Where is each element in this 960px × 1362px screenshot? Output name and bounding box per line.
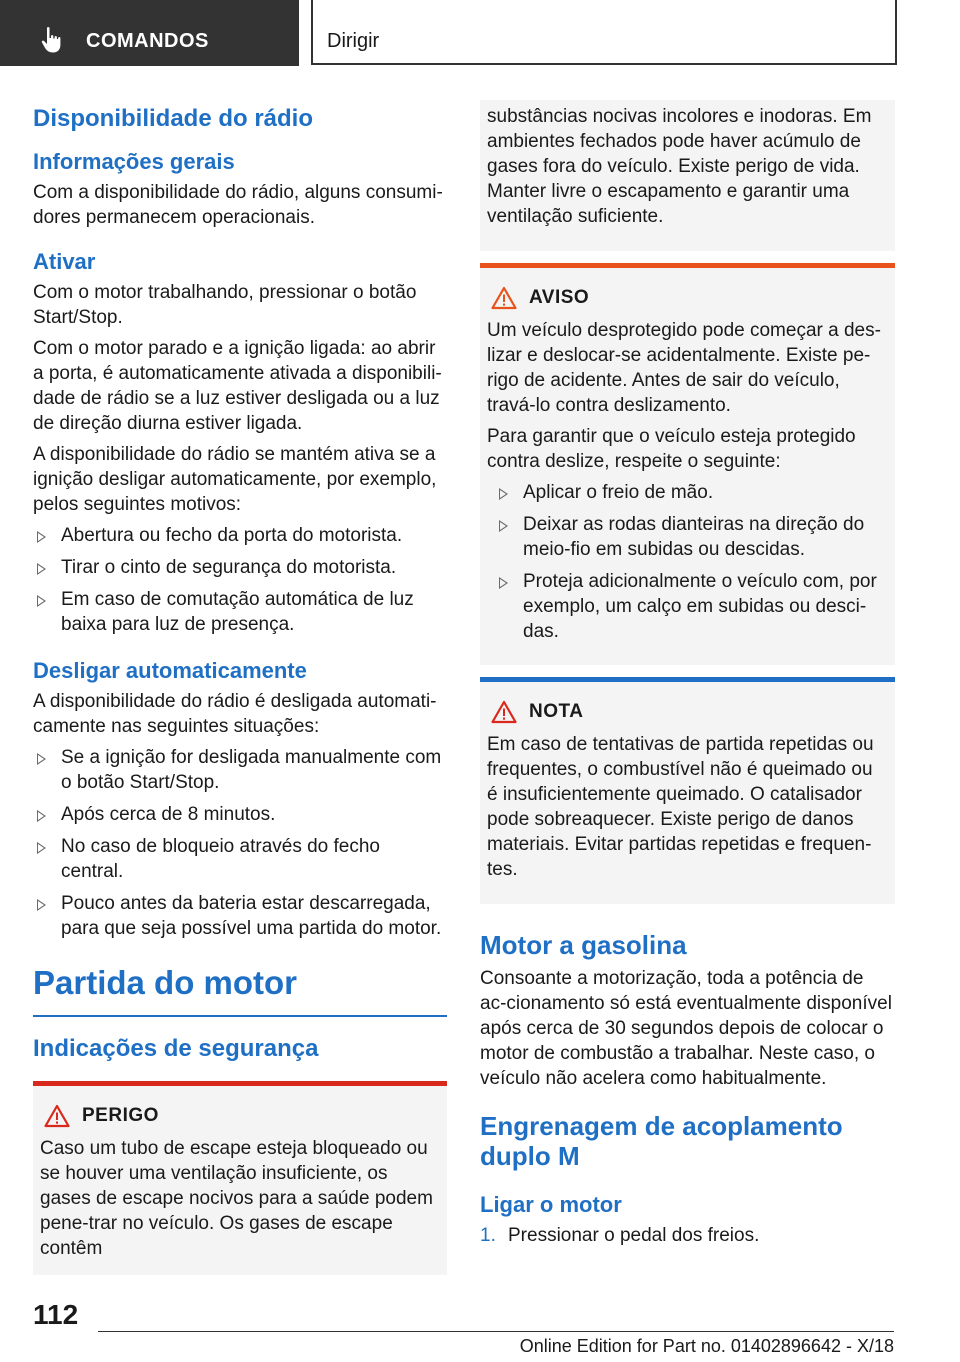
list-item: Em caso de comutação automática de luz baixa para luz de presença. bbox=[33, 587, 447, 637]
paragraph-ativar-3: A disponibilidade do rádio se mantém ativa se a ignição desligar automaticamente, por exemplo, pelos seguintes motivos: bbox=[33, 444, 437, 515]
section-label: Dirigir bbox=[327, 30, 380, 52]
nota-title: NOTA bbox=[529, 701, 584, 722]
page-number: 112 bbox=[33, 1299, 79, 1330]
heading-motor-gasolina: Motor a gasolina bbox=[480, 930, 687, 960]
list-item: 1. Pressionar o pedal dos freios. bbox=[480, 1225, 760, 1246]
pointing-hand-icon bbox=[40, 26, 64, 54]
triangle-bullet-icon bbox=[37, 531, 46, 543]
triangle-bullet-icon bbox=[37, 842, 46, 854]
list-item: Aplicar o freio de mão. bbox=[495, 480, 888, 505]
list-item: Após cerca de 8 minutos. bbox=[33, 802, 447, 827]
triangle-bullet-icon bbox=[37, 595, 46, 607]
paragraph-gasolina: Consoante a motorização, toda a potência de ac-cionamento só está eventualmente disponível após cerca de 30 segundos depois de colocar o motor de combustão a trabalhar. Neste caso, o veículo não acelera como habitualmente. bbox=[480, 968, 892, 1089]
section-tab bbox=[311, 0, 897, 65]
list-item: Se a ignição for desligada manualmente com o botão Start/Stop. bbox=[33, 745, 447, 795]
warning-triangle-icon bbox=[491, 286, 517, 310]
perigo-title: PERIGO bbox=[82, 1105, 159, 1126]
triangle-bullet-icon bbox=[37, 810, 46, 822]
steps-list bbox=[480, 1223, 895, 1248]
triangle-bullet-icon bbox=[37, 563, 46, 575]
aviso-paragraph-1: Um veículo desprotegido pode começar a des-lizar e deslocar-se acidentalmente. Existe pe-rigo de acidente. Antes de sair do veículo, travá-lo contra deslizamento. bbox=[487, 320, 881, 416]
list-item: Deixar as rodas dianteiras na direção do meio-fio em subidas ou descidas. bbox=[495, 512, 888, 562]
chapter-label: COMANDOS bbox=[86, 30, 209, 52]
warning-triangle-icon bbox=[491, 700, 517, 724]
list-item: Pouco antes da bateria estar descarregada, para que seja possível uma partida do motor. bbox=[33, 891, 447, 941]
list-item: Abertura ou fecho da porta do motorista. bbox=[33, 523, 447, 548]
nota-text: Em caso de tentativas de partida repetidas ou frequentes, o combustível não é queimado ou é insuficientemente queimado. O catalisador pode sobreaquecer. Existe perigo de danos materiais. Evitar partidas repetidas e frequen-tes. bbox=[487, 734, 874, 880]
list-desligar bbox=[33, 745, 447, 941]
list-item: No caso de bloqueio através do fecho central. bbox=[33, 834, 447, 884]
heading-partida-do-motor: Partida do motor bbox=[33, 964, 298, 1001]
list-ativar bbox=[33, 523, 447, 637]
list-item: Tirar o cinto de segurança do motorista. bbox=[33, 555, 447, 580]
aviso-list bbox=[495, 480, 888, 644]
footer-rule bbox=[98, 1331, 894, 1332]
perigo-box bbox=[33, 1081, 447, 1275]
perigo-box-continued bbox=[480, 100, 895, 251]
heading-ligar-motor: Ligar o motor bbox=[480, 1192, 622, 1217]
aviso-box bbox=[480, 263, 895, 665]
triangle-bullet-icon bbox=[499, 488, 508, 500]
page-header bbox=[0, 0, 960, 66]
heading-ativar: Ativar bbox=[33, 249, 96, 274]
triangle-bullet-icon bbox=[37, 899, 46, 911]
heading-engrenagem: Engrenagem de acoplamento duplo M bbox=[480, 1111, 843, 1171]
triangle-bullet-icon bbox=[499, 520, 508, 532]
triangle-bullet-icon bbox=[499, 577, 508, 589]
heading-desligar: Desligar automaticamente bbox=[33, 658, 307, 683]
perigo-title-row bbox=[40, 1104, 440, 1128]
paragraph-ativar-2: Com o motor parado e a ignição ligada: ao abrir a porta, é automaticamente ativada a disponibili-dade de rádio se a luz estiver desligada ou a luz de direção diurna estiver ligada. bbox=[33, 338, 442, 434]
perigo-text: Caso um tubo de escape esteja bloqueado ou se houver uma ventilação insuficiente, os gases de escape nocivos para a saúde podem pene-trar no veículo. Os gases de escape contêm bbox=[40, 1138, 433, 1259]
nota-box bbox=[480, 677, 895, 904]
footer-edition: Online Edition for Part no. 01402896642 - X/18 bbox=[519, 1336, 894, 1356]
perigo-text-continued: substâncias nocivas incolores e inodoras. Em ambientes fechados pode haver acúmulo de gases fora do veículo. Existe perigo de vida. Manter livre o escapamento e garantir uma ventilação suficiente. bbox=[487, 106, 872, 227]
left-column bbox=[33, 100, 447, 1275]
chapter-tab bbox=[0, 0, 299, 66]
paragraph-ativar-1: Com o motor trabalhando, pressionar o botão Start/Stop. bbox=[33, 282, 417, 328]
paragraph-desligar: A disponibilidade do rádio é desligada automati-camente nas seguintes situações: bbox=[33, 691, 437, 737]
heading-informacoes-gerais: Informações gerais bbox=[33, 149, 235, 174]
nota-title-row bbox=[487, 700, 888, 724]
heading-disponibilidade: Disponibilidade do rádio bbox=[33, 105, 314, 132]
step-number: 1. bbox=[480, 1225, 496, 1246]
heading-indicacoes-seguranca: Indicações de segurança bbox=[33, 1035, 319, 1062]
triangle-bullet-icon bbox=[37, 753, 46, 765]
list-item: Proteja adicionalmente o veículo com, por exemplo, um calço em subidas ou desci-das. bbox=[495, 569, 888, 644]
aviso-title: AVISO bbox=[529, 287, 590, 308]
right-column bbox=[480, 100, 895, 1248]
heading-rule bbox=[33, 1015, 447, 1017]
warning-triangle-icon bbox=[44, 1104, 70, 1128]
paragraph-info: Com a disponibilidade do rádio, alguns consumi-dores permanecem operacionais. bbox=[33, 182, 443, 228]
aviso-paragraph-2: Para garantir que o veículo esteja protegido contra deslize, respeite o seguinte: bbox=[487, 426, 856, 472]
aviso-title-row bbox=[487, 286, 888, 310]
